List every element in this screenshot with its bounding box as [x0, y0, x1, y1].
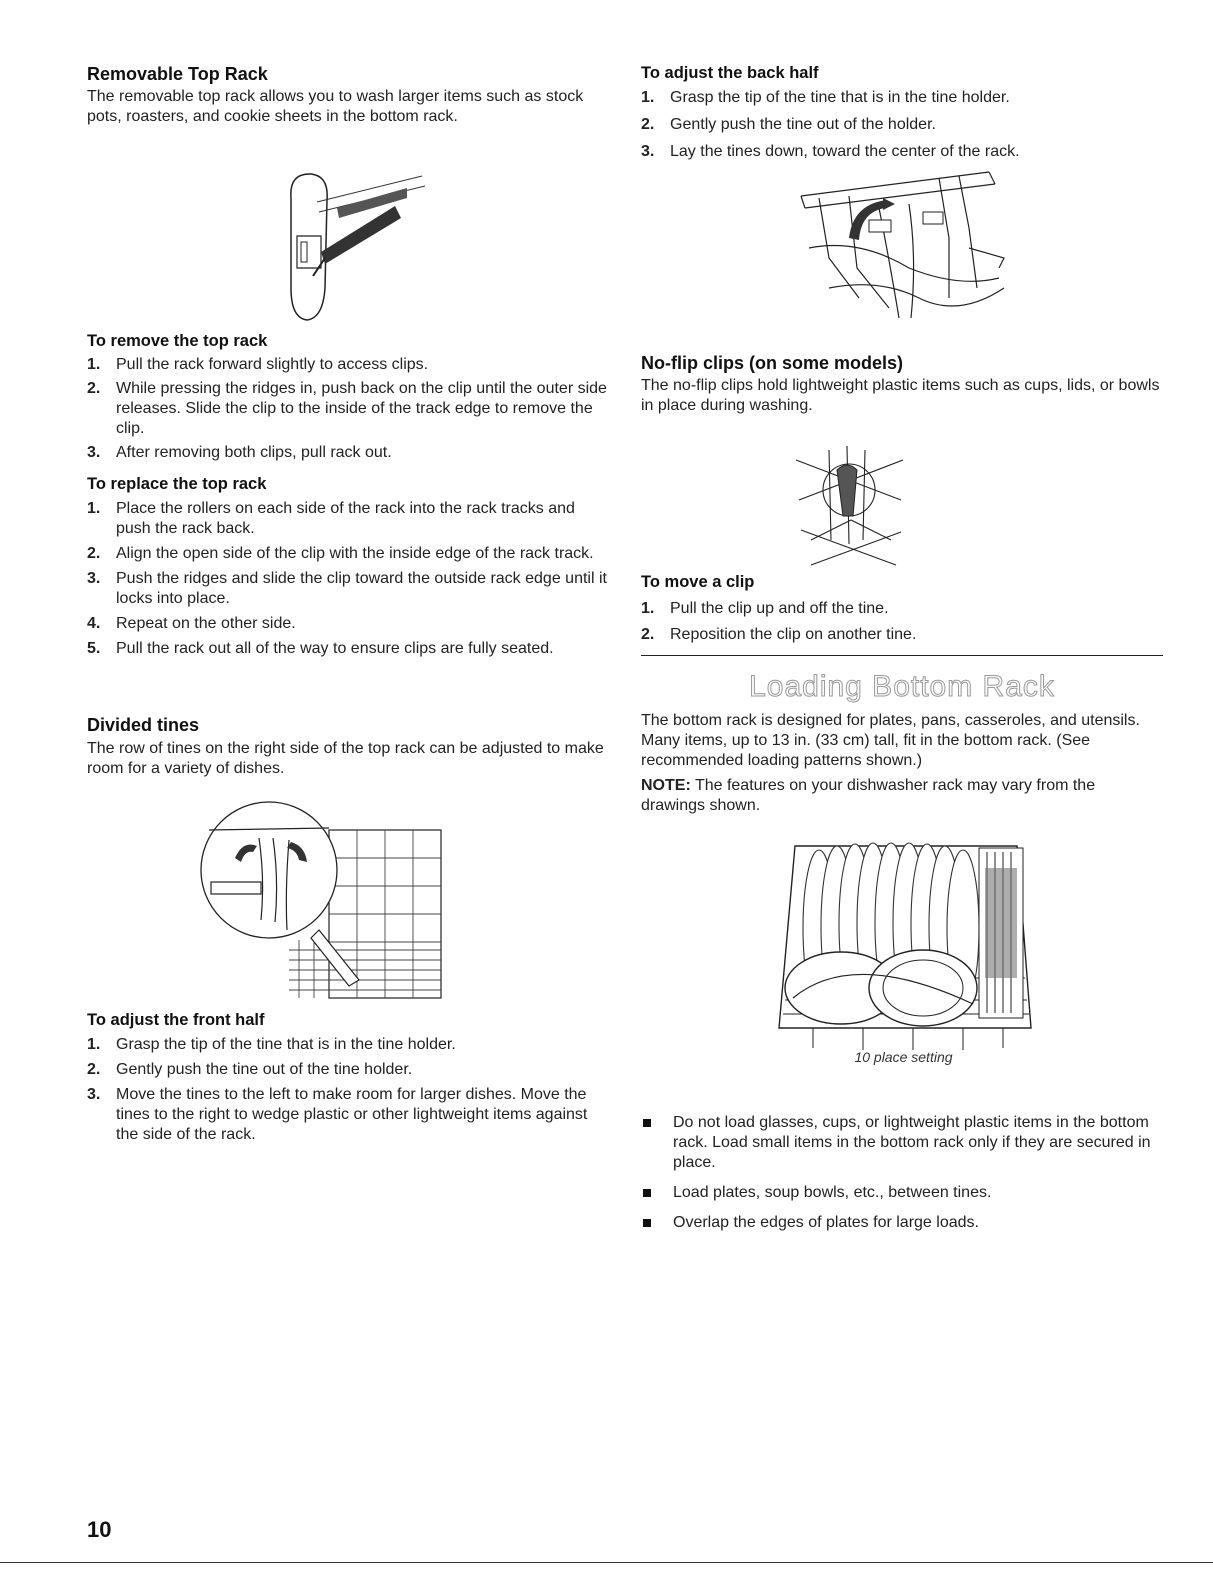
back-half-tines-illustration [799, 168, 1009, 333]
adjust-front-half-heading: To adjust the front half [87, 1011, 265, 1029]
bullet-icon [643, 1119, 651, 1127]
move-clip-heading: To move a clip [641, 573, 755, 591]
divided-tines-heading: Divided tines [87, 715, 200, 735]
no-flip-clips-heading: No-flip clips (on some models) [641, 353, 904, 373]
list-item: 5. Pull the rack out all of the way to ensure clips are fully seated. [87, 640, 554, 657]
replace-top-rack-heading: To replace the top rack [87, 475, 267, 493]
list-item: Load plates, soup bowls, etc., between tines. [641, 1183, 1161, 1203]
top-rack-clip-illustration [277, 168, 427, 328]
list-item: 2. Gently push the tine out of the tine holder. [87, 1061, 413, 1078]
note-text: The features on your dishwasher rack may vary from the drawings shown. [641, 777, 1096, 814]
list-item: 3. After removing both clips, pull rack out. [87, 444, 392, 461]
divided-tines-body: The row of tines on the right side of the top rack can be adjusted to make room for a variety of dishes. [87, 740, 604, 777]
list-item: 2. Reposition the clip on another tine. [641, 626, 917, 643]
divided-tines-illustration [199, 800, 449, 1005]
list-item: 2. Gently push the tine out of the holder. [641, 116, 936, 133]
list-item: 4. Repeat on the other side. [87, 615, 296, 632]
front-half-steps-list [87, 1035, 607, 1145]
bottom-rule [0, 1562, 1213, 1563]
remove-top-rack-heading: To remove the top rack [87, 332, 268, 350]
list-item: Do not load glasses, cups, or lightweight plastic items in the bottom rack. Load small items in the bottom rack only if they are secured in place. [641, 1113, 1161, 1173]
list-item: 2. While pressing the ridges in, push back on the clip until the outer side releases. Slide the clip to the inside of the track edge to remove the clip. [87, 380, 607, 437]
bullet-icon [643, 1219, 651, 1227]
figure-caption: 10 place setting [854, 1049, 953, 1065]
note-label: NOTE: [641, 777, 691, 794]
list-item: 1. Pull the clip up and off the tine. [641, 600, 889, 617]
removable-top-rack-heading: Removable Top Rack [87, 64, 268, 84]
adjust-back-half-heading: To adjust the back half [641, 64, 819, 82]
replace-steps-list [87, 499, 612, 659]
back-half-steps-list [641, 88, 1161, 162]
move-clip-steps-list [641, 599, 1161, 645]
loading-bottom-rack-title: Loading Bottom Rack [749, 670, 1055, 703]
loading-bottom-rack-body: The bottom rack is designed for plates, pans, casseroles, and utensils. Many items, up to 13 in. (33 cm) tall, fit in the bottom rack. (See recommended loading patterns shown.) [641, 712, 1140, 769]
list-item: Overlap the edges of plates for large loads. [641, 1213, 1161, 1233]
no-flip-clip-illustration [791, 440, 911, 575]
loading-tips-list [641, 1113, 1161, 1233]
section-divider [641, 655, 1163, 656]
list-item: 2. Align the open side of the clip with the inside edge of the rack track. [87, 545, 594, 562]
remove-steps-list [87, 355, 607, 463]
loading-note [641, 776, 1161, 816]
list-item: 1. Place the rollers on each side of the rack into the rack tracks and push the rack back. [87, 500, 575, 537]
list-item: 1. Grasp the tip of the tine that is in the tine holder. [87, 1036, 456, 1053]
list-item: 3. Lay the tines down, toward the center of the rack. [641, 143, 1020, 160]
page-number: 10 [87, 1517, 112, 1542]
list-item: 1. Pull the rack forward slightly to access clips. [87, 356, 429, 373]
list-item: 1. Grasp the tip of the tine that is in the tine holder. [641, 89, 1010, 106]
no-flip-clips-body: The no-flip clips hold lightweight plastic items such as cups, lids, or bowls in place during washing. [641, 377, 1160, 414]
ten-place-setting-illustration [773, 828, 1038, 1058]
list-item: 3. Move the tines to the left to make room for larger dishes. Move the tines to the right to wedge plastic or other lightweight items against the side of the rack. [87, 1086, 588, 1143]
list-item: 3. Push the ridges and slide the clip toward the outside rack edge until it locks into place. [87, 570, 607, 607]
bullet-icon [643, 1189, 651, 1197]
removable-top-rack-body: The removable top rack allows you to wash larger items such as stock pots, roasters, and cookie sheets in the bottom rack. [87, 88, 584, 125]
